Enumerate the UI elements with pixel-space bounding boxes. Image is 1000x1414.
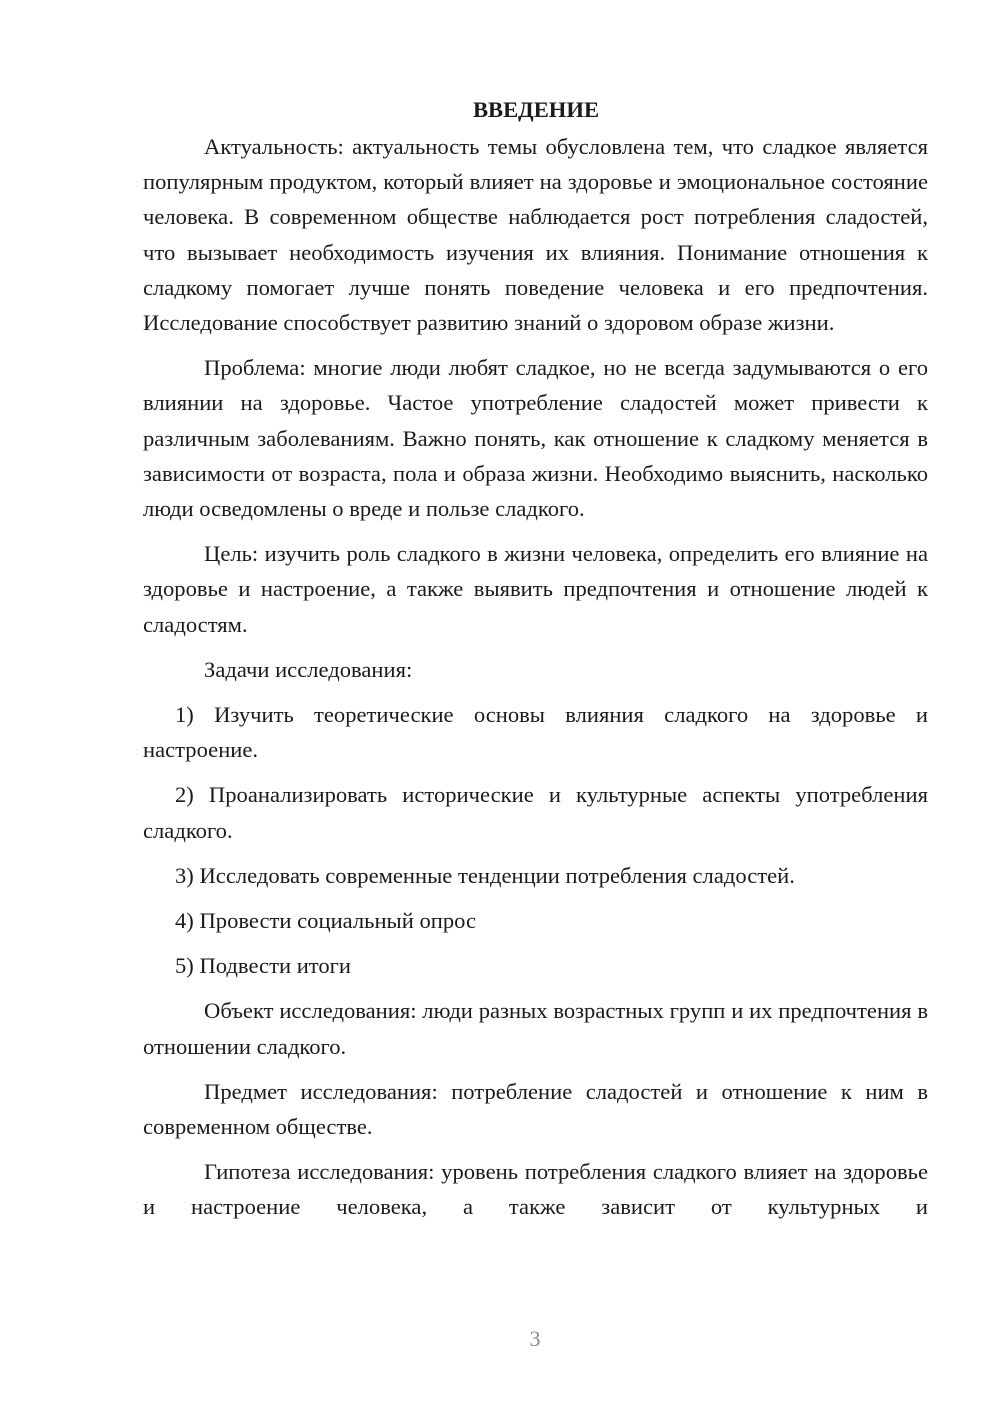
document-page [143,92,928,1225]
page-title: ВВЕДЕНИЕ [472,97,600,122]
task-item-1: 1) Изучить теоретические основы влияния сладкого на здоровье и настроение. [143,702,928,763]
hypothesis-paragraph: Гипотеза исследования: уровень потребления сладкого влияет на здоровье и настроение человека, а также зависит от культурных и [143,1159,928,1220]
subject-paragraph: Предмет исследования: потребление сладостей и отношение к ним в современном обществе. [143,1078,928,1140]
goal-paragraph: Цель: изучить роль сладкого в жизни человека, определить его влияние на здоровье и настроение, а также выявить предпочтения и отношение людей к сладостям. [143,541,928,637]
task-item-5: 5) Подвести итоги [175,953,352,979]
problem-paragraph: Проблема: многие люди любят сладкое, но не всегда задумываются о его влиянии на здоровье. Частое употребление сладостей может привести к различным заболеваниям. Важно понять, как отношение к сладкому меняется в зависимости от возраста, пола и образа жизни. Необходимо выяснить, насколько люди осведомлены о вреде и пользе сладкого. [143,355,928,522]
task-item-4: 4) Провести социальный опрос [175,908,477,934]
task-item-3: 3) Исследовать современные тенденции потребления сладостей. [175,862,795,888]
page-number: 3 [529,1326,541,1351]
object-paragraph: Объект исследования: люди разных возрастных групп и их предпочтения в отношении сладкого. [143,998,928,1059]
relevance-paragraph: Актуальность: актуальность темы обусловлена тем, что сладкое является популярным продуктом, который влияет на здоровье и эмоциональное состояние человека. В современном обществе наблюдается рост потребления сладостей, что вызывает необходимость изучения их влияния. Понимание отношения к сладкому помогает лучше понять поведение человека и его предпочтения. Исследование способствует развитию знаний о здоровом образе жизни. [143,134,928,336]
task-item-2: 2) Проанализировать исторические и культурные аспекты употребления сладкого. [143,782,928,843]
tasks-heading: Задачи исследования: [204,656,413,682]
